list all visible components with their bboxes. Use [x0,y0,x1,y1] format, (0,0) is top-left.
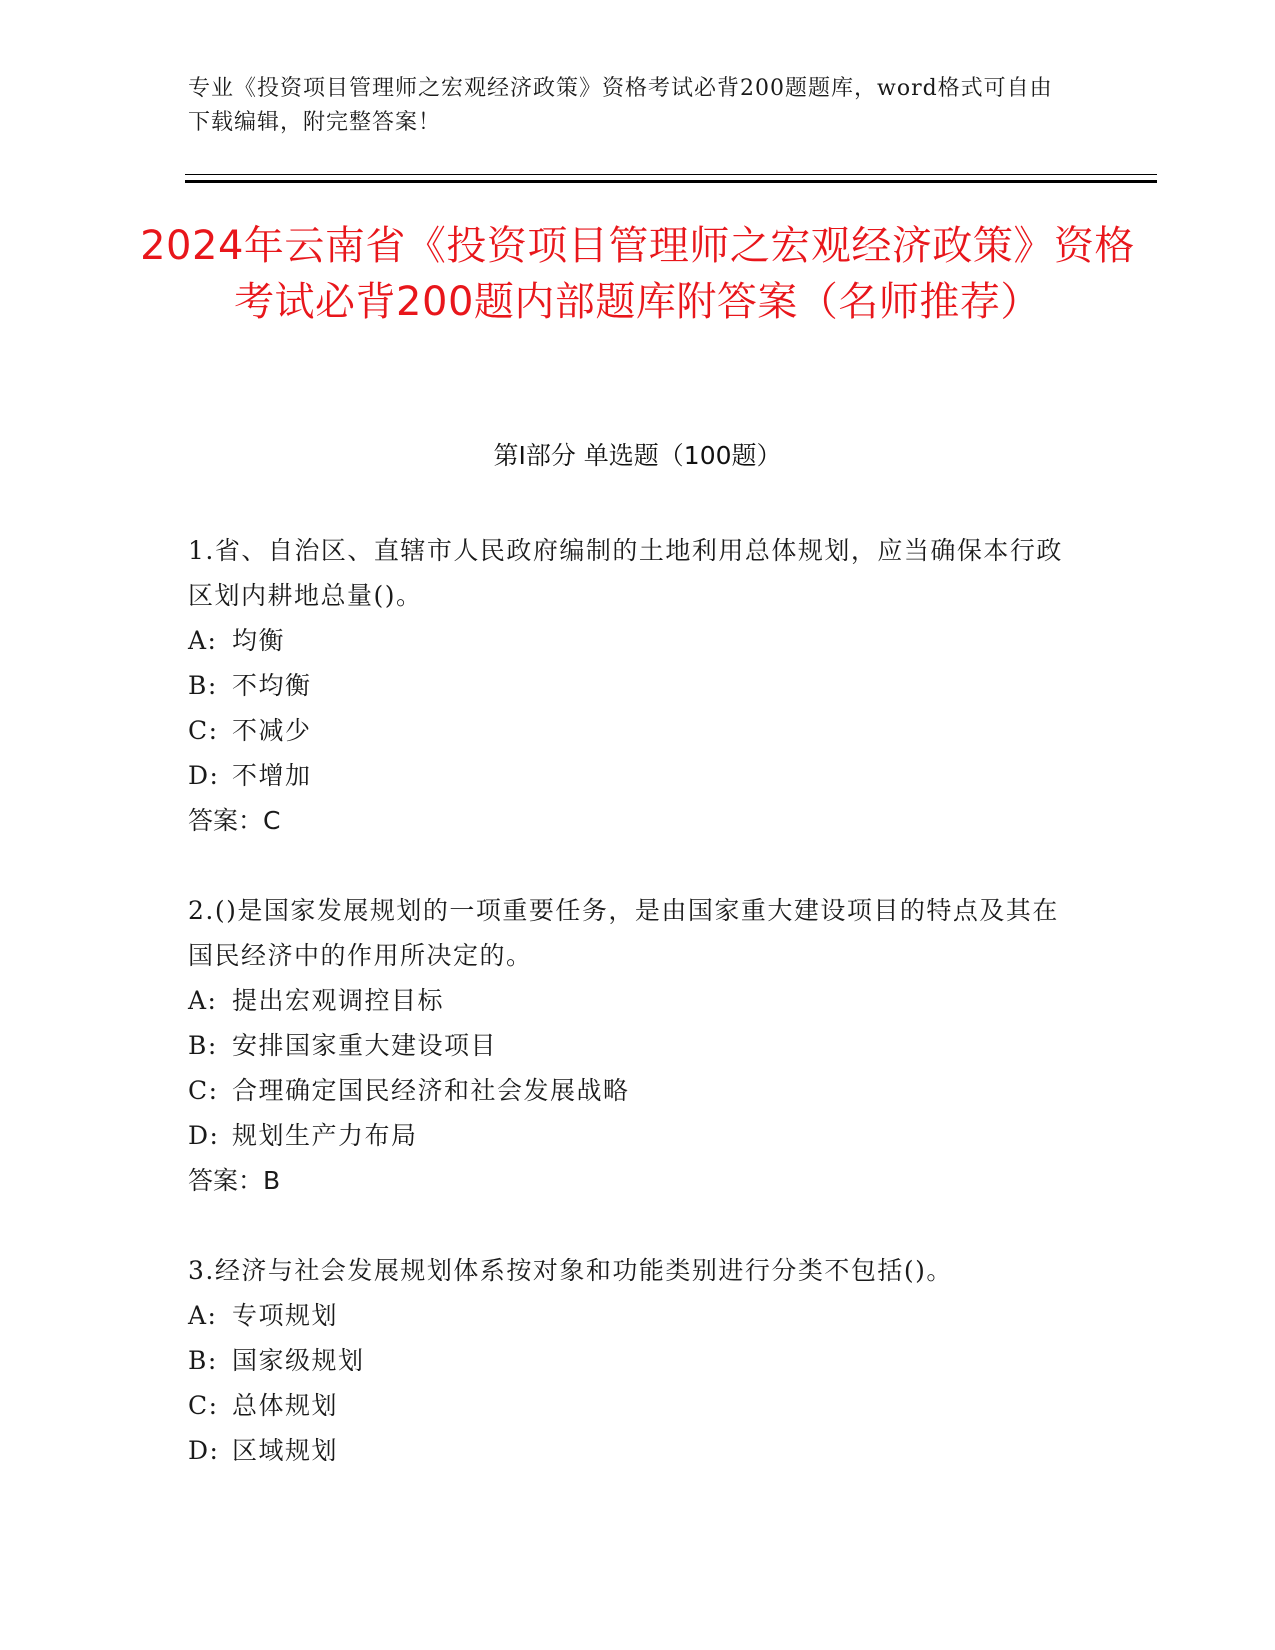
option-key: C: [188,716,219,745]
option-key: C: [188,1076,219,1105]
question-list [188,528,1068,1518]
option-c [188,1068,1068,1113]
option-d [188,1113,1068,1158]
option-b [188,1338,1068,1383]
option-b [188,1023,1068,1068]
option-key: C: [188,1391,219,1420]
document-title: 2024年云南省《投资项目管理师之宏观经济政策》资格考试必背200题内部题库附答案（名师推荐） [140,223,1135,325]
option-d [188,753,1068,798]
option-text: 不增加 [232,761,312,790]
option-key: B: [188,671,218,700]
option-a [188,618,1068,663]
answer: 答案：C [188,806,281,835]
option-text: 合理确定国民经济和社会发展战略 [232,1076,630,1105]
option-key: A: [188,626,218,655]
option-key: A: [188,986,218,1015]
question-1 [188,528,1068,843]
option-text: 总体规划 [232,1391,339,1420]
option-key: D: [188,1121,220,1150]
option-c [188,708,1068,753]
question-3 [188,1248,1068,1473]
option-key: D: [188,1436,220,1465]
header-note: 专业《投资项目管理师之宏观经济政策》资格考试必背200题题库，word格式可自由下载编辑，附完整答案！ [188,76,1053,135]
answer: 答案：B [188,1166,281,1195]
option-text: 不减少 [232,716,312,745]
option-text: 规划生产力布局 [232,1121,418,1150]
option-b [188,663,1068,708]
option-text: 国家级规划 [232,1346,365,1375]
question-stem: 3.经济与社会发展规划体系按对象和功能类别进行分类不包括()。 [188,1256,953,1285]
question-2 [188,888,1068,1203]
option-a [188,978,1068,1023]
option-key: D: [188,761,220,790]
header-divider-thin [185,174,1157,175]
option-text: 不均衡 [232,671,312,700]
option-d [188,1428,1068,1473]
option-text: 专项规划 [232,1301,339,1330]
option-c [188,1383,1068,1428]
option-key: B: [188,1031,218,1060]
option-key: A: [188,1301,218,1330]
option-a [188,1293,1068,1338]
question-stem: 1.省、自治区、直辖市人民政府编制的土地利用总体规划，应当确保本行政区划内耕地总量()。 [188,536,1063,610]
option-text: 区域规划 [232,1436,339,1465]
header-divider-thick [185,180,1157,183]
option-text: 安排国家重大建设项目 [232,1031,498,1060]
option-text: 提出宏观调控目标 [232,986,445,1015]
option-text: 均衡 [232,626,286,655]
option-key: B: [188,1346,218,1375]
question-stem: 2.()是国家发展规划的一项重要任务，是由国家重大建设项目的特点及其在国民经济中的作用所决定的。 [188,896,1059,970]
section-title: 第I部分 单选题（100题） [493,441,782,470]
